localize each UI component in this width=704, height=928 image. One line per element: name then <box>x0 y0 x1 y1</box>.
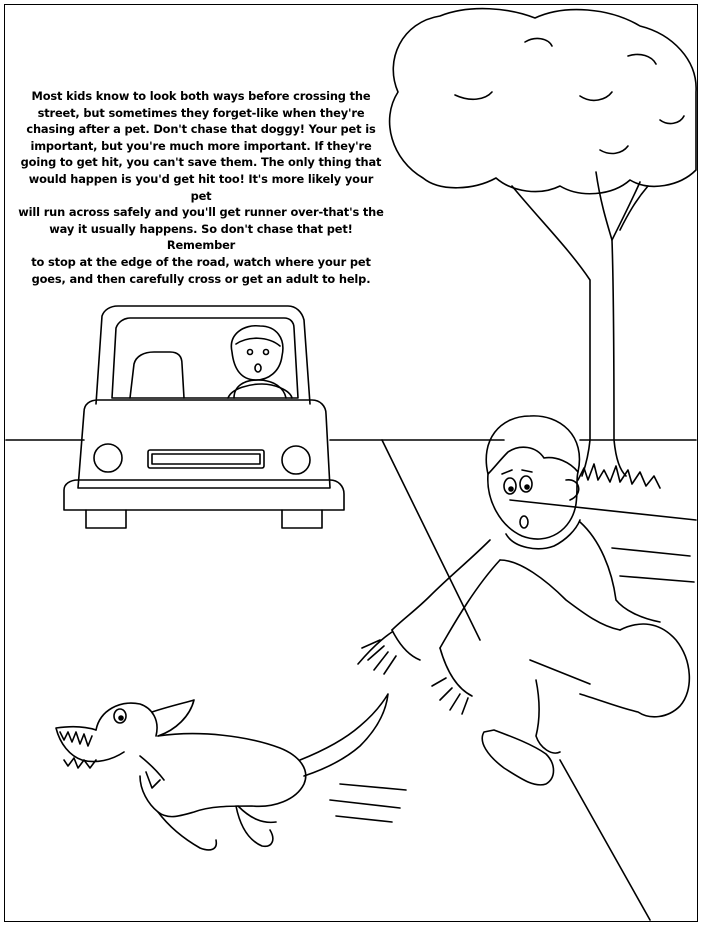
boy-shoe <box>482 730 553 785</box>
text-line: chasing after a pet. Don't chase that doggy! Your pet is <box>26 122 376 137</box>
tree-branch <box>620 186 648 230</box>
driver-eye <box>248 350 253 355</box>
text-line: will run across safely and you'll get runner over-that's the <box>18 205 384 220</box>
canopy-detail <box>525 39 552 46</box>
canopy-detail <box>628 54 656 64</box>
dog-pupil <box>119 716 123 720</box>
road-edge <box>560 760 650 920</box>
dog-leg <box>158 812 216 850</box>
dog-tail <box>300 694 388 776</box>
boy-pupil <box>509 487 513 491</box>
boy-leg <box>580 624 689 717</box>
motion-line <box>620 576 694 582</box>
tree-trunk <box>596 172 626 476</box>
dog-body <box>140 734 306 817</box>
text-line: goes, and then carefully cross or get an adult to help. <box>31 271 371 286</box>
motion-line <box>612 548 690 556</box>
boy-eyebrow <box>522 470 532 472</box>
dog-leg <box>238 806 276 822</box>
boy-hand <box>358 632 396 674</box>
headlight-right <box>282 446 310 474</box>
car-bumper <box>64 480 344 510</box>
text-line: Most kids know to look both ways before crossing the <box>31 89 371 103</box>
road-edge <box>382 440 480 640</box>
dog-teeth <box>60 732 92 746</box>
canopy-detail <box>600 146 628 153</box>
text-line: going to get hit, you can't save them. The only thing that <box>20 155 382 170</box>
motion-line <box>330 800 400 808</box>
dog-head <box>56 727 124 762</box>
car-body <box>78 400 330 488</box>
boy-hand <box>432 648 472 714</box>
text-line: would happen is you'd get hit too! It's more likely your pet <box>28 171 374 203</box>
license-plate-inner <box>152 454 260 464</box>
dog-ear <box>152 700 194 736</box>
boy-pupil <box>525 485 529 489</box>
boy-leg <box>536 680 560 753</box>
car <box>64 306 344 528</box>
boy-hair <box>486 416 579 474</box>
car-seat <box>130 352 184 398</box>
dog <box>56 694 406 850</box>
canopy-detail <box>660 116 684 123</box>
car-roof <box>96 306 310 404</box>
tree-canopy <box>390 9 697 194</box>
tree-branch <box>612 182 640 240</box>
dog-collar <box>140 756 164 788</box>
license-plate <box>148 450 264 468</box>
boy-pants <box>530 660 590 684</box>
driver-mouth <box>255 364 261 372</box>
boy <box>358 416 694 785</box>
boy-sweater <box>500 560 620 630</box>
dog-head <box>96 703 157 736</box>
motion-line <box>336 816 392 822</box>
text-line: street, but sometimes they forget-like when they're <box>37 105 365 120</box>
motion-line <box>340 784 406 790</box>
boy-mouth <box>520 516 528 528</box>
car-wheel <box>282 510 322 528</box>
car-windshield <box>112 318 298 398</box>
canopy-detail <box>580 92 612 100</box>
grass <box>578 464 660 488</box>
sidewalk-line <box>510 500 696 520</box>
tree-trunk <box>512 186 590 476</box>
canopy-detail <box>455 92 492 99</box>
driver <box>228 326 292 398</box>
text-line: way it usually happens. So don't chase that pet! Remember <box>49 221 353 253</box>
driver-body <box>234 380 286 398</box>
text-line: to stop at the edge of the road, watch where your pet <box>31 254 371 269</box>
headlight-left <box>94 444 122 472</box>
dog-leg <box>236 806 273 846</box>
text-line: important, but you're much more important. If they're <box>30 138 372 153</box>
driver-hair <box>236 338 280 346</box>
car-wheel <box>86 510 126 528</box>
driver-eye <box>264 350 269 355</box>
boy-eyebrow <box>502 470 512 474</box>
